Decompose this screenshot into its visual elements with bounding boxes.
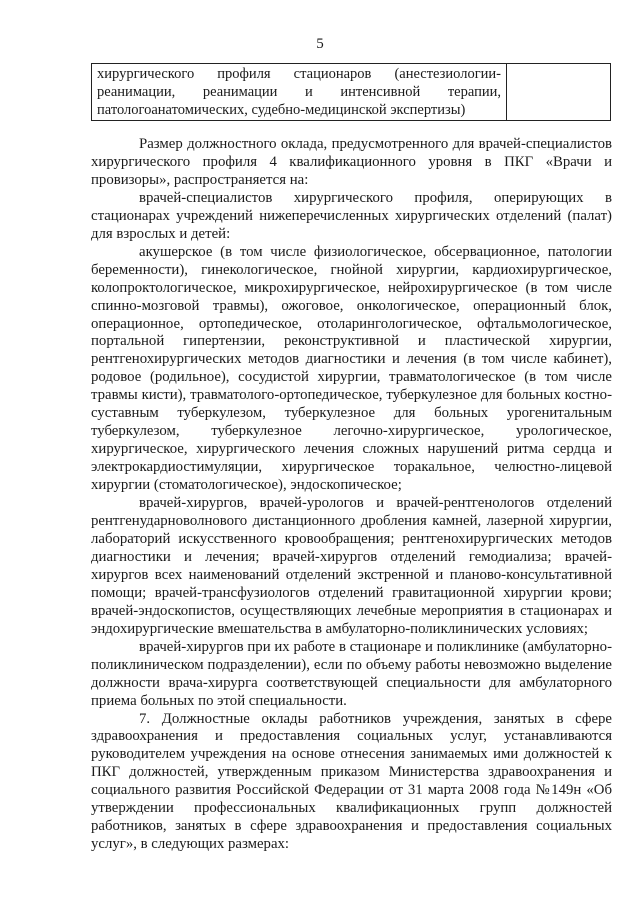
paragraph-salary-scope: Размер должностного оклада, предусмотренного для врачей-специалистов хирургического профиля 4 квалификационного уровня в ПКГ «Врачи и провизоры», распространяется на: <box>91 136 612 188</box>
paragraph-departments-list: акушерское (в том числе физиологическое, обсервационное, патологии беременности), гинекологическое, гнойной хирургии, кардиохирургическое, колопроктологическое, микрохирургическое, нейрохирургическое (в том числе спинно-мозговой травмы), ожоговое, онкологическое, операционный блок, операционное, ортопедическое, отоларингологическое, офтальмологическое, портальной гипертензии, реконструктивной и пластической хирургии, рентгенохирургических методов диагностики и лечения (в том числе кабинет), родовое (родильное), сосудистой хирургии, травматологическое (в том числе травмы кисти), травматолого-ортопедическое, туберкулезное для больных костно-суставным туберкулезом, туберкулезное для больных урогенитальным туберкулезом, туберкулезное легочно-хирургическое, урологическое, хирургическое, хирургического лечения сложных нарушений ритма сердца и электрокардиостимуляции, хирургическое торакальное, челюстно-лицевой хирургии (стоматологическое), эндоскопическое; <box>91 243 612 494</box>
table-cell-salary <box>507 64 611 121</box>
paragraph-surgeons-outpatient: врачей-хирургов при их работе в стационаре и поликлинике (амбулаторно-поликлиническом подразделении), если по объему работы невозможно выделение должности врача-хирурга соответствующей специальности для амбулаторного приема больных по этой специальности. <box>91 638 612 709</box>
paragraph-surgeons-urologists: врачей-хирургов, врачей-урологов и врачей-рентгенологов отделений рентгенударноволнового дистанционного дробления камней, лазерной хирургии, лабораторий искусственного кровообращения; рентгенохирургических методов диагностики и лечения; врачей-хирургов отделений гемодиализа; врачей-хирургов всех наименований отделений экстренной и планово-консультативной помощи; врачей-трансфузиологов отделений гравитационной хирургии крови; врачей-эндоскопистов, осуществляющих лечебные мероприятия в стационарах и эндохирургические вмешательства в амбулаторно-поликлинических условиях; <box>91 495 612 637</box>
table-row <box>92 64 611 121</box>
table-cell-position: хирургического профиля стационаров (анестезиологии-реанимации, реанимации и интенсивной терапии, патологоанатомических, судебно-медицинской экспертизы) <box>92 64 507 121</box>
paragraph-item-7: 7. Должностные оклады работников учреждения, занятых в сфере здравоохранения и предоставления социальных услуг, устанавливаются руководителем учреждения на основе отнесения занимаемых ими должностей к ПКГ должностей, утвержденным приказом Министерства здравоохранения и социального развития Российской Федерации от 31 марта 2008 года №149н «Об утверждении профессиональных квалификационных групп должностей работников, занятых в сфере здравоохранения и предоставления социальных услуг», в следующих размерах: <box>91 710 612 853</box>
paragraph-surgical-specialists: врачей-специалистов хирургического профиля, оперирующих в стационарах учреждений нижеперечисленных хирургических отделений (палат) для взрослых и детей: <box>91 189 612 242</box>
document-body <box>91 136 612 854</box>
page-number: 5 <box>316 36 324 52</box>
table-fragment <box>91 63 611 121</box>
